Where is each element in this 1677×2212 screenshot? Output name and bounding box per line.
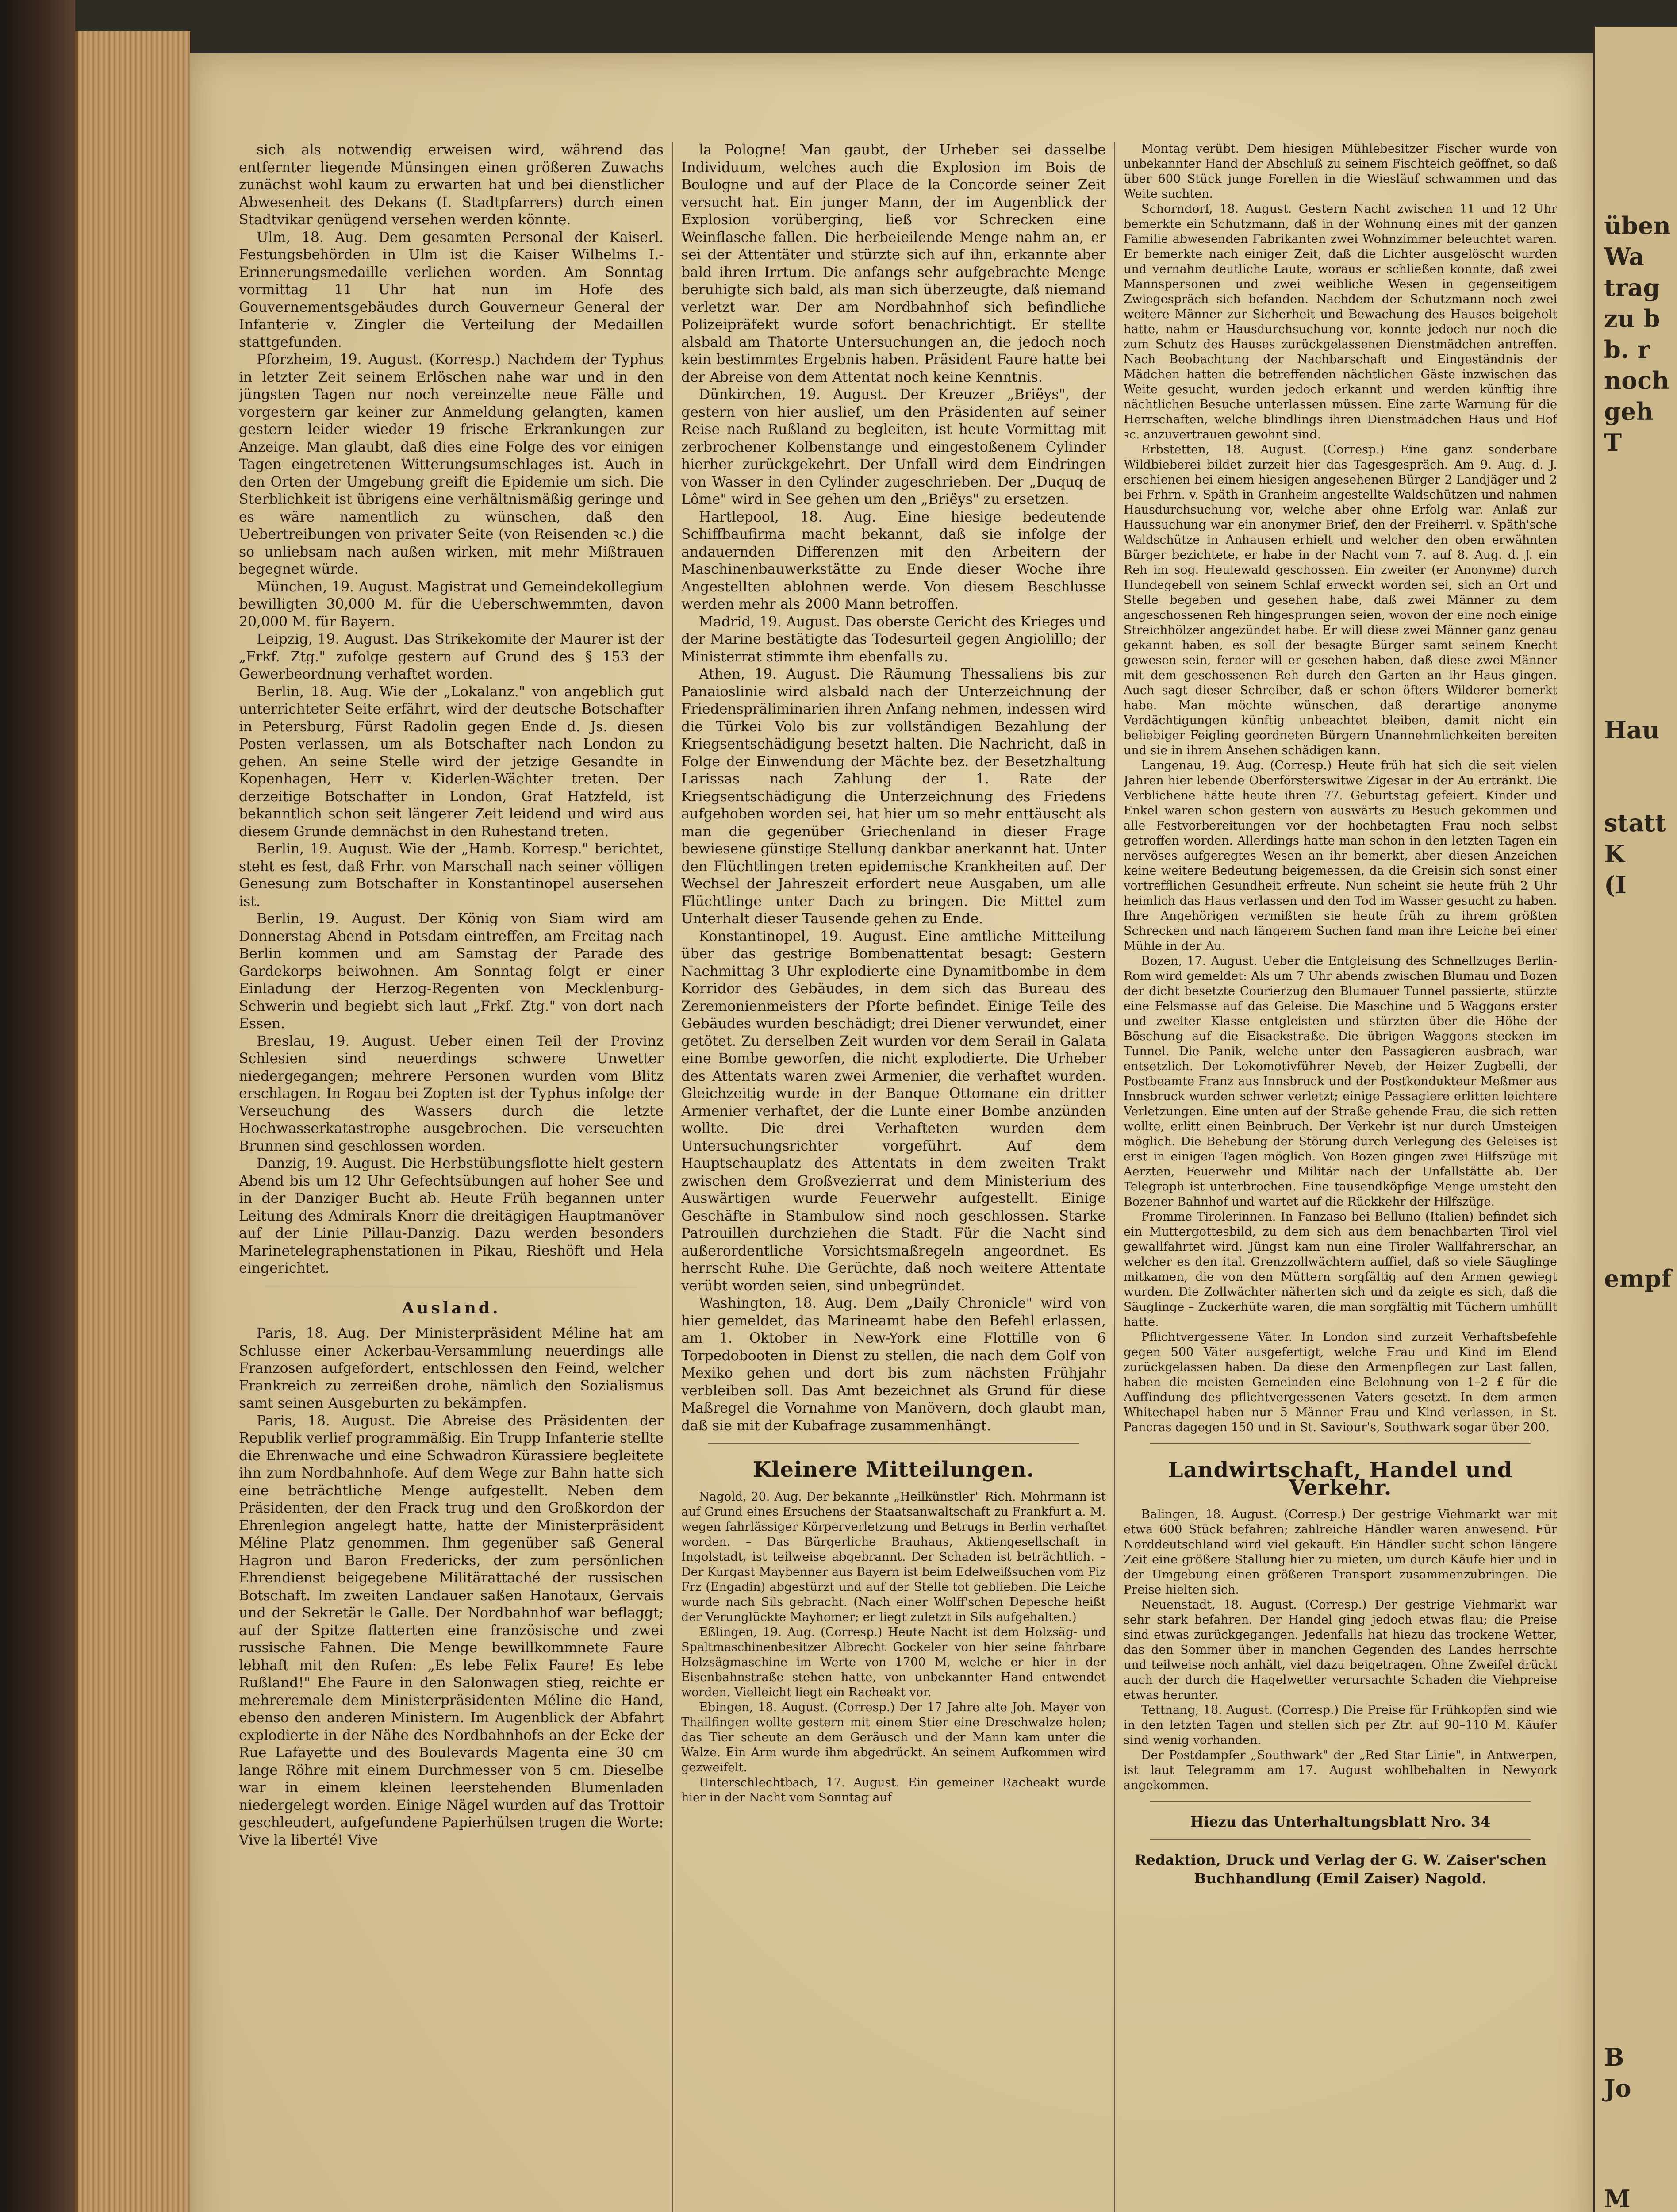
section-divider xyxy=(1150,1801,1531,1802)
section-divider xyxy=(708,1443,1079,1444)
news-item: Pforzheim, 19. August. (Korresp.) Nachdem der Typhus in letzter Zeit seinem Erlöschen nahe war und in den jüngsten Tagen nur noch vereinzelte neue Fälle und vorgestern gar keiner zur Anmeldung gelangten, kamen gestern leider wieder 19 frische Erkrankungen zur Anzeige. Man glaubt, daß dies eine Folge des vor einigen Tagen eingetretenen Witterungsumschlages ist. Auch in den Orten der Umgebung greift die Epidemie um sich. Die Sterblichkeit ist übrigens eine verhältnismäßig geringe und es wäre namentlich zu wünschen, daß den Uebertreibungen von privater Seite (von Reisenden ꝛc.) die so unliebsam nach außen wirken, mit mehr Mißtrauen begegnet würde. xyxy=(239,352,664,577)
supplement-note: Hiezu das Unterhaltungsblatt Nro. 34 xyxy=(1190,1813,1491,1830)
newspaper-page xyxy=(190,53,1593,2212)
section-heading-landwirtschaft: Landwirtschaft, Handel und Verkehr. xyxy=(1168,1458,1513,1500)
adjacent-page-fragment: noch xyxy=(1604,366,1669,395)
news-item: Breslau, 19. August. Ueber einen Teil der Provinz Schlesien sind neuerdings schwere Unwetter niedergegangen; mehrere Personen wurden vom Blitz erschlagen. In Rogau bei Zopten ist der Typhus infolge der Verseuchung des Wassers durch die letzte Hochwasserkatastrophe ausgebrochen. Die verseuchten Brunnen sind geschlossen worden. xyxy=(239,1033,664,1154)
imprint: Redaktion, Druck und Verlag der G. W. Zaiser'schen Buchhandlung (Emil Zaiser) Nagold. xyxy=(1134,1851,1547,1887)
news-item: Pflichtvergessene Väter. In London sind zurzeit Verhaftsbefehle gegen 500 Väter ausgefertigt, welche Frau und Kind im Elend zurückgelassen haben. Da diese den Armenpflegen zur Last fallen, haben die meisten Gemeinden eine Belohnung von 1–2 £ für die Auffindung des pflichtvergessenen Vaters gesetzt. In dem armen Whitechapel haben nur 5 Männer Frau und Kind verlassen, in St. Pancras dagegen 150 und in St. Saviour's, Southwark sogar über 200. xyxy=(1124,1330,1557,1434)
news-item: Dünkirchen, 19. August. Der Kreuzer „Briëys", der gestern von hier auslief, um den Präsidenten auf seiner Reise nach Rußland zu begleiten, ist heute Vormittag mit zerbrochener Kolbenstange und eingestoßenem Cylinder hierher zurückgekehrt. Der Unfall wird dem Eindringen von Wasser in den Cylinder zugeschrieben. Der „Duquq de Lôme" wird in See gehen um den „Briëys" zu ersetzen. xyxy=(681,387,1106,507)
news-item: Langenau, 19. Aug. (Corresp.) Heute früh hat sich die seit vielen Jahren hier lebende Oberförsterswitwe Zigesar in der Au ertränkt. Die Verblichene hätte heute ihren 77. Geburtstag gefeiert. Kinder und Enkel waren schon gestern von auswärts zu Besuch gekommen und alle Festvorbereitungen vor der hochbetagten Frau noch selbst getroffen worden. Allerdings hatte man schon in den letzten Tagen ein nervöses aufgeregtes Wesen an ihr bemerkt, aber diesen Anzeichen keine weitere Bedeutung beigemessen, da die Greisin sich sonst einer vortrefflichen Gesundheit erfreute. Nun scheint sie heute früh 2 Uhr heimlich das Haus verlassen und den Tod im Wasser gesucht zu haben. Ihre Angehörigen vermißten sie heute früh zu ihrem größten Schrecken und nach längerem Suchen fand man ihre Leiche bei einer Mühle in der Au. xyxy=(1124,759,1557,953)
column-2 xyxy=(681,142,1106,2212)
news-item: sich als notwendig erweisen wird, während das entfernter liegende Münsingen einen größeren Zuwachs zunächst wohl kaum zu erwarten hat und bei dienstlicher Abwesenheit des Dekans (I. Stadtpfarrers) durch einen Stadtvikar genügend versehen werden könnte. xyxy=(239,142,664,228)
news-item: Danzig, 19. August. Die Herbstübungsflotte hielt gestern Abend bis um 12 Uhr Gefechtsübungen auf hoher See und in der Danziger Bucht ab. Heute Früh begannen unter Leitung des Admirals Knorr die dreitägigen Hauptmanöver auf der Linie Pillau-Danzig. Dazu werden besonders Marinetelegraphenstationen in Pikau, Rieshöft und Hela eingerichtet. xyxy=(239,1156,664,1276)
news-item: Ulm, 18. Aug. Dem gesamten Personal der Kaiserl. Festungsbehörden in Ulm ist die Kaiser Wilhelms I.-Erinnerungsmedaille verliehen worden. Am Sonntag vormittag 11 Uhr hat nun im Hofe des Gouvernementsgebäudes durch Gouverneur General der Infanterie v. Zingler die Verteilung der Medaillen stattgefunden. xyxy=(239,229,664,350)
news-item: Hartlepool, 18. Aug. Eine hiesige bedeutende Schiffbaufirma macht bekannt, daß sie infolge der andauernden Differenzen mit den Arbeitern der Maschinenbauwerkstätte zu Ende dieser Woche ihre Angestellten ablohnen werde. Von diesem Beschlusse werden mehr als 2000 Mann betroffen. xyxy=(681,509,1106,612)
adjacent-page-fragment: Jo xyxy=(1604,2074,1631,2102)
news-item: Eßlingen, 19. Aug. (Corresp.) Heute Nacht ist dem Holzsäg- und Spaltmaschinenbesitzer Albrecht Gockeler von hier seine fahrbare Holzsägmaschine im Werte von 1700 M, welche er hier in der Eisenbahnstraße stehen hatte, von unbekannter Hand entwendet worden. Vielleicht liegt ein Racheakt vor. xyxy=(681,1625,1106,1699)
news-item: Ebingen, 18. August. (Corresp.) Der 17 Jahre alte Joh. Mayer von Thailfingen wollte gestern mit einem Stier eine Dreschwalze holen; das Tier scheute an dem Geräusch und der Mann kam unter die Walze. Ein Arm wurde ihm abgedrückt. An seinem Aufkommen wird gezweifelt. xyxy=(681,1700,1106,1774)
adjacent-page-fragment: geh xyxy=(1604,397,1654,426)
news-item: Athen, 19. August. Die Räumung Thessaliens bis zur Panaioslinie wird alsbald nach der Unterzeichnung der Friedenspräliminarien ihren Anfang nehmen, indessen wird die Türkei Volo bis zur vollständigen Bezahlung der Kriegsentschädigung besetzt halten. Die Nachricht, daß in Folge der Einwendung der Mächte bez. der Besetzhaltung Larissas nach Zahlung der 1. Rate der Kriegsentschädigung die Unterzeichnung des Friedens aufgehoben worden sei, hat hier um so mehr enttäuscht als man die gegenüber Griechenland in dieser Frage bewiesene günstige Stellung dankbar anerkannt hat. Unter den Flüchtlingen treten epidemische Krankheiten auf. Der Wechsel der Jahreszeit erfordert neue Ausgaben, um alle Flüchtlinge unter Dach zu bringen. Die Mittel zum Unterhalt dieser Tausende gehen zu Ende. xyxy=(681,666,1106,927)
book-binding xyxy=(0,0,75,2212)
news-item: Bozen, 17. August. Ueber die Entgleisung des Schnellzuges Berlin-Rom wird gemeldet: Als um 7 Uhr abends zwischen Blumau und Bozen der dicht besetzte Courierzug den Blumauer Tunnel passierte, stürzte eine Felsmasse auf das Geleise. Die Maschine und 5 Waggons erster und zweiter Klasse entgleisten und stürzten über die Höhe der Böschung auf die Eisackstraße. Die übrigen Waggons stecken im Tunnel. Die Panik, welche unter den Passagieren ausbrach, war entsetzlich. Der Lokomotivführer Neveb, der Heizer Zugbelli, der Postbeamte Franz aus Innsbruck und der Postkondukteur Meßmer aus Innsbruck wurden schwer verletzt; einige Passagiere erlitten leichtere Verletzungen. Eine unten auf der Straße gehende Frau, die sich retten wollte, erlitt einen Beinbruch. Der Verkehr ist nur durch Umsteigen möglich. Die Behebung der Störung durch Verlegung des Geleises ist erst in einigen Tagen möglich. Von Bozen gingen zwei Hilfszüge mit Aerzten, Feuerwehr und Militär nach der Unfallstätte ab. Der Telegraph ist unterbrochen. Eine tausendköpfige Menge umsteht den Bozener Bahnhof und wartet auf die Rückkehr der Hilfszüge. xyxy=(1124,954,1557,1209)
adjacent-page-fragment: Wa xyxy=(1604,242,1644,271)
news-item: Schorndorf, 18. August. Gestern Nacht zwischen 11 und 12 Uhr bemerkte ein Schutzmann, daß in der Wohnung eines mit der ganzen Familie abwesenden Fabrikanten zwei Wohnzimmer beleuchtet waren. Er bemerkte nach einiger Zeit, daß die Lichter ausgelöscht wurden und vernahm deutliche Laute, woraus er schließen konnte, daß zwei Mannspersonen und zwei weibliche Wesen in gegenseitigem Zwiegespräch sich befanden. Nachdem der Schutzmann noch zwei weitere Männer zur Sicherheit und Bewachung des Hauses beigeholt hatte, nahm er Hausdurchsuchung vor, konnte jedoch nur noch die zum Schutz des Hauses zurückgelassenen Dienstmädchen antreffen. Nach Beobachtung der Nachbarschaft und Eingeständnis der Mädchen hatten die betreffenden nächtlichen Gäste inzwischen das Weite gesucht, wurden jedoch erkannt und werden künftig ihre nächtlichen Besuche unterlassen müssen. Eine zarte Warnung für die Herrschaften, welche blindlings ihren Dienstmädchen Haus und Hof ꝛc. anzuvertrauen gewohnt sind. xyxy=(1124,202,1557,442)
adjacent-page-fragment: M xyxy=(1604,2185,1631,2212)
news-item: Leipzig, 19. August. Das Strikekomite der Maurer ist der „Frkf. Ztg." zufolge gestern auf Grund des § 153 der Gewerbeordnung verhaftet worden. xyxy=(239,631,664,682)
adjacent-page-fragment: Hau xyxy=(1604,716,1660,744)
adjacent-page-fragment: statt xyxy=(1604,809,1666,837)
news-item: Unterschlechtbach, 17. August. Ein gemeiner Racheakt wurde hier in der Nacht vom Sonntag auf xyxy=(681,1775,1106,1805)
news-item: Berlin, 19. August. Der König von Siam wird am Donnerstag Abend in Potsdam eintreffen, am Freitag nach Berlin kommen und am Samstag der Parade des Gardekorps beiwohnen. Am Sonntag folgt er einer Einladung der Herzog-Regenten von Mecklenburg-Schwerin und begiebt sich laut „Frkf. Ztg." von dort nach Essen. xyxy=(239,911,664,1032)
news-item: Fromme Tirolerinnen. In Fanzaso bei Belluno (Italien) befindet sich ein Muttergottesbild, zu dem sich aus dem benachbarten Tirol viel gewallfahrtet wird. Jüngst kam nun eine Tiroler Wallfahrerschar, an welcher es den ital. Grenzzollwächtern auffiel, daß so viele Säuglinge mitkamen, die von den Müttern sorgfältig auf den Armen gewiegt wurden. Die Zollwächter näherten sich und da zeigte es sich, daß die Säuglinge – Zuckerhüte waren, die man sorgfältig mit Tüchern umhüllt hatte. xyxy=(1124,1210,1557,1329)
news-item: Tettnang, 18. August. (Corresp.) Die Preise für Frühkopfen sind wie in den letzten Tagen und stellen sich per Ztr. auf 90–110 M. Käufer sind wenig vorhanden. xyxy=(1124,1703,1557,1747)
news-item: Nagold, 20. Aug. Der bekannte „Heilkünstler" Rich. Mohrmann ist auf Grund eines Ersuchens der Staatsanwaltschaft zu Frankfurt a. M. wegen fahrlässiger Körperverletzung und Betrugs in Berlin verhaftet worden. – Das Bürgerliche Brauhaus, Aktiengesellschaft in Ingolstadt, ist teilweise abgebrannt. Der Schaden ist beträchtlich. – Der Kurgast Maybenner aus Bayern ist beim Edelweißsuchen vom Piz Frz (Engadin) abgestürzt und auf der Stelle tot geblieben. Die Leiche wurde nach Sils gebracht. (Nach einer Wolff'schen Depesche heißt der Verunglückte Mayhomer; er liegt zuletzt in Sils aufgehalten.) xyxy=(681,1490,1106,1624)
news-item: Washington, 18. Aug. Dem „Daily Chronicle" wird von hier gemeldet, das Marineamt habe den Befehl erlassen, am 1. Oktober in New-York eine Flottille von 6 Torpedobooten in Dienst zu stellen, die nach dem Golf von Mexiko gehen und dort bis zum nächsten Frühjahr verbleiben soll. Das Amt bezeichnet als Grund für diese Maßregel die Vornahme von Manövern, doch glaubt man, daß sie mit der Kubafrage zusammenhängt. xyxy=(681,1295,1106,1434)
adjacent-page-fragment: K xyxy=(1604,840,1625,868)
section-divider xyxy=(1150,1839,1531,1840)
adjacent-page-fragment: üben xyxy=(1604,211,1671,240)
section-heading-ausland: Ausland. xyxy=(402,1298,501,1317)
section-heading-kleinere: Kleinere Mitteilungen. xyxy=(752,1457,1035,1482)
news-item: Neuenstadt, 18. August. (Corresp.) Der gestrige Viehmarkt war sehr stark befahren. Der Handel ging jedoch etwas flau; die Preise sind etwas zurückgegangen. Jedenfalls hat hiezu das trockene Wetter, das den Sommer über in manchen Gegenden des Landes herrschte und teilweise noch anhält, viel dazu beigetragen. Ohne Zweifel drückt auch der durch die Hagelwetter verursachte Schaden die Viehpreise etwas herunter. xyxy=(1124,1598,1557,1702)
news-item: Paris, 18. August. Die Abreise des Präsidenten der Republik verlief programmäßig. Ein Trupp Infanterie stellte die Ehrenwache und eine Schwadron Kürassiere begleitete ihn zum Nordbahnhofe. Auf dem Wege zur Bahn hatte sich eine beträchtliche Menge aufgestellt. Neben dem Präsidenten, der den Frack trug und den Großkordon der Ehrenlegion angelegt hatte, hatte der Ministerpräsident Méline Platz genommen. Ihm gegenüber saß General Hagron und Baron Fredericks, der zum persönlichen Ehrendienst beigegebene Militärattaché der russischen Botschaft. Im zweiten Landauer saßen Hanotaux, Gervais und der Sekretär le Galle. Der Nordbahnhof war beflaggt; auf der Spitze flatterten eine französische und zwei russische Fahnen. Die Menge bewillkommnete Faure lebhaft mit den Rufen: „Es lebe Felix Faure! Es lebe Rußland!" Ehe Faure in den Salonwagen stieg, reichte er mehreremale dem Ministerpräsidenten Méline die Hand, ebenso den anderen Ministern. Im Augenblick der Abfahrt explodierte in der Nähe des Nordbahnhofs an der Ecke der Rue Lafayette und des Boulevards Magenta eine 30 cm lange Röhre mit einem Durchmesser von 5 cm. Dieselbe war in einem kleinen leerstehenden Blumenladen niedergelegt worden. Einige Nägel wurden auf das Trottoir geschleudert, aufgefundene Papierhülsen trugen die Worte: Vive la liberté! Vive xyxy=(239,1413,664,1848)
adjacent-page-fragment: empf xyxy=(1604,1264,1672,1293)
adjacent-page-fragment: trag xyxy=(1604,273,1660,302)
adjacent-page-fragment: zu b xyxy=(1604,304,1660,333)
news-item: Erbstetten, 18. August. (Corresp.) Eine ganz sonderbare Wildbieberei bildet zurzeit hier das Tagesgespräch. Am 9. Aug. d. J. erschienen bei einem hiesigen angesehenen Bürger 2 Landjäger und 2 bei Frhrn. v. Späth in Granheim angestellte Waldschützen und nahmen Hausdurchsuchung vor, welche aber ohne Erfolg war. Anlaß zur Haussuchung war ein anonymer Brief, den der Freiherrl. v. Späth'sche Waldschütze in Anhausen erhielt und welcher den oben erwähnten Bürger bezichtete, er habe in der Nacht vom 7. auf 8. Aug. d. J. ein Reh im sog. Heulewald geschossen. Ein zweiter (er Anonyme) durch Hundegebell von seinem Schlaf erweckt worden sei, sich an Ort und Stelle begeben und gesehen habe, daß zwei Männer zu dem angeschossenen Reh hingesprungen seien, wovon der eine noch einige Streichhölzer angezündet habe. Er will diese zwei Männer ganz genau gekannt haben, es soll der besagte Bürger samt seinem Knecht gewesen sein, ferner will er gesehen haben, daß diese zwei Männer mit dem geschossenen Reh durch den Garten an ihr Haus gingen. Auch sagt dieser Schreiber, daß er schon öfters Wilderer bemerkt habe. Man möchte wünschen, daß derartige anonyme Verdächtigungen künftig unbeachtet bleiben, damit nicht ein beliebiger Feigling geordneten Bürgern Unannehmlichkeiten bereiten und sie in ihrem Ansehen schädigen kann. xyxy=(1124,443,1557,757)
news-item: Berlin, 19. August. Wie der „Hamb. Korresp." berichtet, steht es fest, daß Frhr. von Marschall nach seiner völligen Genesung zum Botschafter in Konstantinopel ausersehen ist. xyxy=(239,841,664,910)
news-item: Der Postdampfer „Southwark" der „Red Star Linie", in Antwerpen, ist laut Telegramm am 17. August wohlbehalten in Newyork angekommen. xyxy=(1124,1748,1557,1792)
news-item: Paris, 18. Aug. Der Ministerpräsident Méline hat am Schlusse einer Ackerbau-Versammlung neuerdings alle Franzosen aufgefordert, entschlossen den Feind, welcher Frankreich zu zerreißen drohe, nämlich den Sozialismus samt seinen Ausgeburten zu bekämpfen. xyxy=(239,1325,664,1411)
adjacent-page-fragment: B xyxy=(1604,2043,1624,2071)
adjacent-page-fragment: (I xyxy=(1604,871,1627,899)
column-rule xyxy=(672,142,673,2212)
column-3 xyxy=(1124,142,1557,2212)
news-item: Balingen, 18. August. (Corresp.) Der gestrige Viehmarkt war mit etwa 600 Stück befahren; zahlreiche Händler waren anwesend. Für Norddeutschland wird viel gekauft. Ein Händler sucht schon längere Zeit eine größere Stallung hier zu mieten, um durch Käufe hier und in der Umgebung einen größeren Transport zusammenzubringen. Die Preise hielten sich. xyxy=(1124,1508,1557,1597)
column-rule xyxy=(1114,142,1115,2212)
news-item: Madrid, 19. August. Das oberste Gericht des Krieges und der Marine bestätigte das Todesurteil gegen Angiolillo; der Ministerrat stimmte ihm ebenfalls zu. xyxy=(681,614,1106,665)
adjacent-page xyxy=(1593,27,1677,2212)
section-divider xyxy=(1150,1443,1531,1444)
news-item: München, 19. August. Magistrat und Gemeindekollegium bewilligten 30,000 M. für die Ueberschwemmten, davon 20,000 M. für Bayern. xyxy=(239,579,664,630)
news-item: la Pologne! Man gaubt, der Urheber sei dasselbe Individuum, welches auch die Explosion im Bois de Boulogne und auf der Place de la Concorde seiner Zeit versucht hat. Ein junger Mann, der im Augenblick der Explosion vorüberging, ließ vor Schrecken eine Weinflasche fallen. Die herbeieilende Menge nahm an, er sei der Attentäter und stürzte sich auf ihn, erkannte aber bald ihren Irrtum. Die anfangs sehr aufgebrachte Menge beruhigte sich bald, als man sich überzeugte, daß niemand verletzt war. Der am Nordbahnhof sich befindliche Polizeipräfekt wurde sofort benachrichtigt. Er stellte alsbald am Thatorte Untersuchungen an, die jedoch noch kein bestimmtes Ergebnis haben. Präsident Faure hatte bei der Abreise von dem Attentat noch keine Kenntnis. xyxy=(681,142,1106,385)
column-1 xyxy=(239,142,664,2212)
adjacent-page-fragment: T xyxy=(1604,428,1622,457)
news-item: Konstantinopel, 19. August. Eine amtliche Mitteilung über das gestrige Bombenattentat besagt: Gestern Nachmittag 3 Uhr explodierte eine Dynamitbombe in dem Korridor des Gebäudes, in dem sich das Bureau des Zeremonienmeisters der Pforte befindet. Einige Teile des Gebäudes wurden beschädigt; drei Diener verwundet, einer getötet. Zu derselben Zeit wurden vor dem Serail in Galata eine Bombe geworfen, die nicht explodierte. Die Urheber des Attentats waren zwei Armenier, die verhaftet wurden. Gleichzeitig wurde in der Banque Ottomane ein dritter Armenier verhaftet, der die Lunte einer Bombe anzünden wollte. Die drei Verhafteten wurden dem Untersuchungsrichter vorgeführt. Auf dem Hauptschauplatz des Attentats in dem zweiten Trakt zwischen dem Großvezierrat und dem Ministerium des Auswärtigen wurde Feuerwehr aufgestellt. Einige Geschäfte in Stambulow sind noch geschlossen. Starke Patrouillen durchziehen die Stadt. Für die Nacht sind außerordentliche Vorsichtsmaßregeln angeordnet. Es herrscht Ruhe. Die Gerüchte, daß noch weitere Attentate verübt worden seien, sind unbegründet. xyxy=(681,928,1106,1294)
news-item: Montag verübt. Dem hiesigen Mühlebesitzer Fischer wurde von unbekannter Hand der Abschluß zu seinem Fischteich geöffnet, so daß über 600 Stück junge Forellen in die Wiesläuf schwammen und das Weite suchten. xyxy=(1124,142,1557,201)
page-stack-edge xyxy=(75,31,190,2212)
news-item: Berlin, 18. Aug. Wie der „Lokalanz." von angeblich gut unterrichteter Seite erfährt, wird der deutsche Botschafter in Petersburg, Fürst Radolin gegen Ende d. Js. diesen Posten verlassen, um als Botschafter nach London zu gehen. An seine Stelle wird der jetzige Gesandte in Kopenhagen, Herr v. Kiderlen-Wächter treten. Der derzeitige Botschafter in London, Graf Hatzfeld, ist bekanntlich schon seit längerer Zeit leidend und wird aus diesem Grunde demnächst in den Ruhestand treten. xyxy=(239,684,664,840)
adjacent-page-fragment: b. r xyxy=(1604,335,1650,364)
